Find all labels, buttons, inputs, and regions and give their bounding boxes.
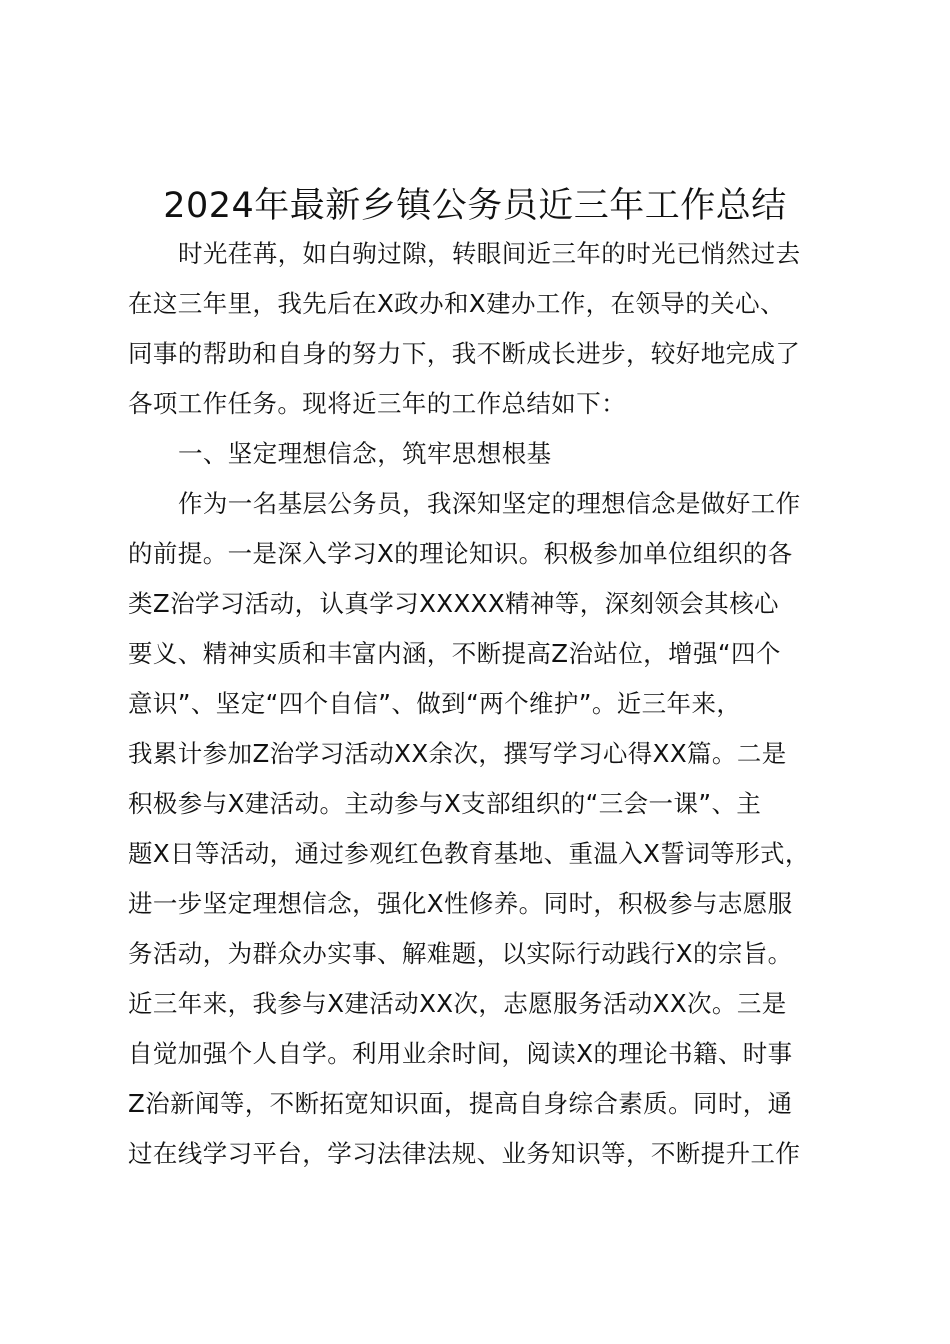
paragraph-line: 积极参与X建活动。主动参与X支部组织的“三会一课”、主 [128,789,762,818]
paragraph-line: 类Z治学习活动，认真学习XXXXX精神等，深刻领会其核心 [128,589,779,618]
paragraph-line: 在这三年里，我先后在X政办和X建办工作，在领导的关心、 [128,289,785,318]
paragraph-line: 同事的帮助和自身的努力下，我不断成长进步，较好地完成了 [128,339,801,368]
paragraph-line: 意识”、坚定“四个自信”、做到“两个维护”。近三年来， [128,689,742,718]
document-title: 2024年最新乡镇公务员近三年工作总结 [163,186,787,226]
paragraph-line: 作为一名基层公务员，我深知坚定的理想信念是做好工作 [178,489,801,518]
paragraph-line: Z治新闻等，不断拓宽知识面，提高自身综合素质。同时，通 [128,1089,793,1118]
paragraph-line: 各项工作任务。现将近三年的工作总结如下： [128,389,626,418]
paragraph-line: 过在线学习平台，学习法律法规、业务知识等，不断提升工作 [128,1139,801,1168]
paragraph-line: 我累计参加Z治学习活动XX余次，撰写学习心得XX篇。二是 [128,739,787,768]
paragraph-line: 自觉加强个人自学。利用业余时间，阅读X的理论书籍、时事 [128,1039,793,1068]
section-heading: 一、坚定理想信念，筑牢思想根基 [178,439,552,468]
paragraph-line: 题X日等活动，通过参观红色教育基地、重温入X誓词等形式， [128,839,810,868]
paragraph-line: 的前提。一是深入学习X的理论知识。积极参加单位组织的各 [128,539,793,568]
paragraph-line: 时光荏苒，如白驹过隙，转眼间近三年的时光已悄然过去 [178,239,801,268]
paragraph-line: 要义、精神实质和丰富内涵，不断提高Z治站位，增强“四个 [128,639,781,668]
paragraph-line: 近三年来，我参与X建活动XX次，志愿服务活动XX次。三是 [128,989,787,1018]
paragraph-line: 进一步坚定理想信念，强化X性修养。同时，积极参与志愿服 [128,889,793,918]
paragraph-line: 务活动，为群众办实事、解难题，以实际行动践行X的宗旨。 [128,939,793,968]
